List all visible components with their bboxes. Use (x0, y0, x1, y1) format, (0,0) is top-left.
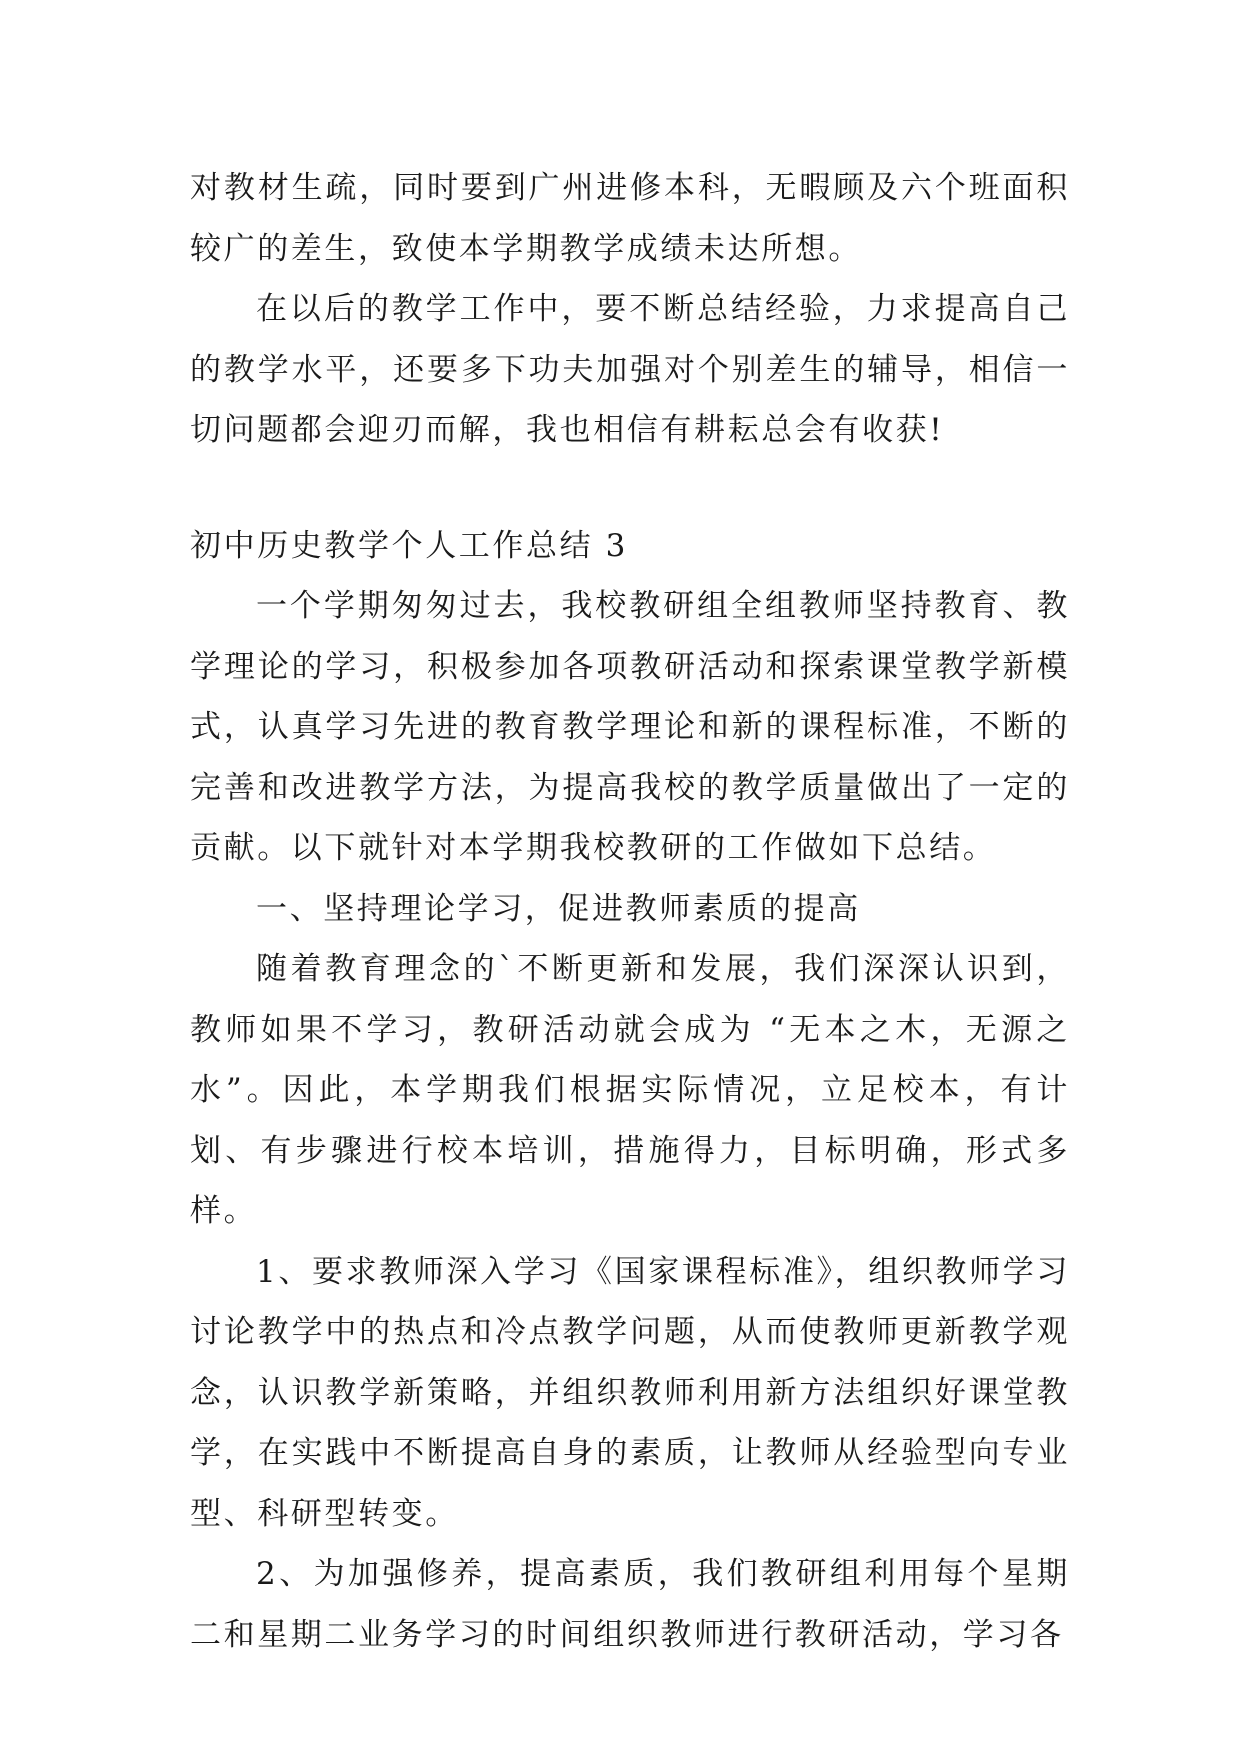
paragraph-item-2: 2、为加强修养，提高素质，我们教研组利用每个星期二和星期二业务学习的时间组织教师进行教研活动，学习各 (190, 1556, 1070, 1653)
document-body (190, 158, 1070, 1665)
section-spacer (190, 461, 1070, 516)
paragraph-theory-study: 随着教育理念的`不断更新和发展，我们深深认识到，教师如果不学习，教研活动就会成为 “无本之木，无源之水”。因此，本学期我们根据实际情况，立足校本，有计划、有步骤进行校本培训，措施得力，目标明确，形式多样。 (190, 951, 1070, 1229)
paragraph-item-1: 1、要求教师深入学习《国家课程标准》，组织教师学习讨论教学中的热点和冷点教学问题，从而使教师更新教学观念，认识教学新策略，并组织教师利用新方法组织好课堂教学，在实践中不断提高自身的素质，让教师从经验型向专业型、科研型转变。 (190, 1253, 1070, 1532)
subheading-theory-study: 一、坚持理论学习，促进教师素质的提高 (256, 890, 861, 927)
paragraph-continuation: 对教材生疏，同时要到广州进修本科，无暇顾及六个班面积较广的差生，致使本学期教学成绩未达所想。 (190, 170, 1070, 267)
section-title: 初中历史教学个人工作总结 3 (190, 527, 628, 564)
paragraph-intro: 一个学期匆匆过去，我校教研组全组教师坚持教育、教学理论的学习，积极参加各项教研活动和探索课堂教学新模式，认真学习先进的教育教学理论和新的课程标准，不断的完善和改进教学方法，为提高我校的教学质量做出了一定的贡献。以下就针对本学期我校教研的工作做如下总结。 (190, 588, 1070, 866)
paragraph-future-work: 在以后的教学工作中，要不断总结经验，力求提高自己的教学水平，还要多下功夫加强对个别差生的辅导，相信一切问题都会迎刃而解，我也相信有耕耘总会有收获! (190, 291, 1070, 448)
